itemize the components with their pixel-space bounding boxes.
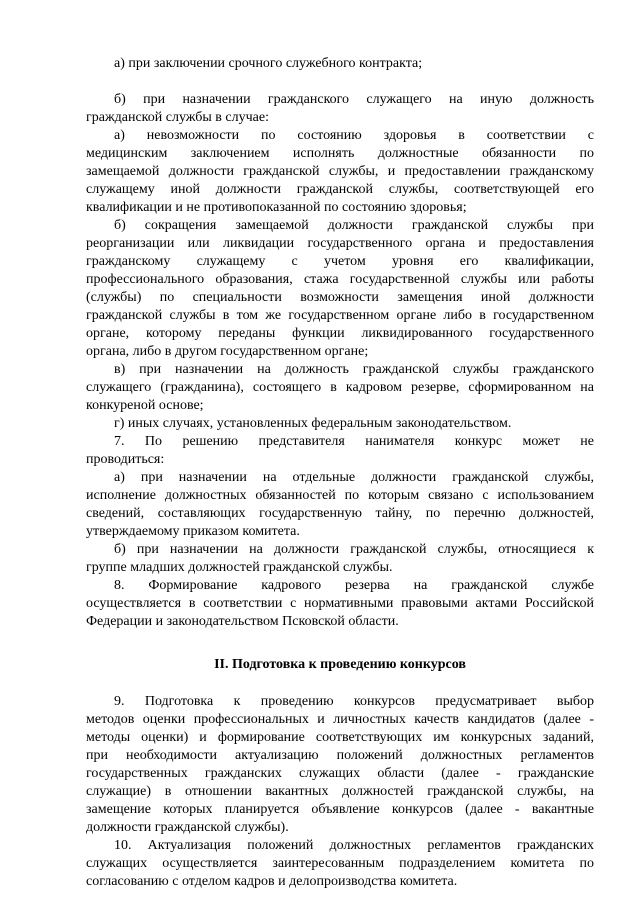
text-line: в) при назначении на должность гражданской службы гражданского <box>114 362 594 377</box>
text-line: медицинским заключением исполнять должностные обязанности по <box>86 146 594 161</box>
text-line: квалификации и не противопоказанной по состоянию здоровья; <box>86 200 467 215</box>
text-line: государственных гражданских служащих области (далее - гражданские <box>86 766 594 781</box>
text-line: служащих осуществляется заинтересованным подразделением комитета по <box>86 856 594 871</box>
text-line: органа, либо в другом государственном органе; <box>86 344 369 359</box>
text-line: профессионального образования, стажа государственной службы или работы <box>86 272 594 287</box>
text-line: утверждаемому приказом комитета. <box>86 524 300 539</box>
text-line: служащему иной должности гражданской службы, соответствующей его <box>86 182 594 197</box>
text-line: исполнение должностных обязанностей по которым связано с использованием <box>86 488 594 503</box>
text-line: а) при заключении срочного служебного контракта; <box>114 56 423 71</box>
text-line: г) иных случаях, установленных федеральным законодательством. <box>114 416 512 431</box>
text-line: 9. Подготовка к проведению конкурсов предусматривает выбор <box>114 694 594 709</box>
text-line: согласованию с отделом кадров и делопроизводства комитета. <box>86 874 458 889</box>
text-line: 8. Формирование кадрового резерва на гражданской службе <box>114 578 594 593</box>
text-line: гражданскому служащему с учетом уровня его квалификации, <box>86 254 594 269</box>
text-line: проводиться: <box>86 452 165 467</box>
text-line: 10. Актуализация положений должностных регламентов гражданских <box>114 838 594 853</box>
text-line: 7. По решению представителя нанимателя конкурс может не <box>114 434 594 449</box>
text-line: органе, которому переданы функции ликвидированного государственного <box>86 326 594 341</box>
text-line: замещаемой должности гражданской службы, и предоставлении гражданскому <box>86 164 594 179</box>
text-line: а) невозможности по состоянию здоровья в соответствии с <box>114 128 594 143</box>
text-line: методов оценки профессиональных и личностных качеств кандидатов (далее - <box>86 712 594 727</box>
text-line: Федерации и законодательством Псковской области. <box>86 614 399 629</box>
text-line: группе младших должностей гражданской службы. <box>86 560 393 575</box>
text-line: б) сокращения замещаемой должности гражданской службы при <box>114 218 594 233</box>
text-line: б) при назначении гражданского служащего на иную должность <box>114 92 594 107</box>
text-line: сведений, составляющих государственную тайну, по перечню должностей, <box>86 506 594 521</box>
text-line: гражданской службы в том же государственном органе либо в государственном <box>86 308 594 323</box>
text-line: (службы) по специальности возможности замещения иной должности <box>86 290 594 305</box>
text-line: осуществляется в соответствии с нормативными правовыми актами Российской <box>86 596 594 611</box>
text-line: методы оценки) и формирование соответствующих им конкурсных заданий, <box>86 730 594 745</box>
text-line: служащие) в отношении вакантных должностей гражданской службы, на <box>86 784 594 799</box>
text-line: б) при назначении на должности гражданской службы, относящиеся к <box>114 542 594 557</box>
text-line: при необходимости актуализацию положений должностных регламентов <box>86 748 594 763</box>
text-line: гражданской службы в случае: <box>86 110 269 125</box>
text-line: реорганизации или ликвидации государственного органа и предоставления <box>86 236 594 251</box>
text-line: замещение которых планируется объявление конкурсов (далее - вакантные <box>86 802 594 817</box>
text-line: конкуреной основе; <box>86 398 204 413</box>
text-line: должности гражданской службы). <box>86 820 289 835</box>
text-line: служащего (гражданина), состоящего в кадровом резерве, сформированном на <box>86 380 594 395</box>
section-title: II. Подготовка к проведению конкурсов <box>214 657 466 672</box>
text-line: а) при назначении на отдельные должности гражданской службы, <box>114 470 594 485</box>
